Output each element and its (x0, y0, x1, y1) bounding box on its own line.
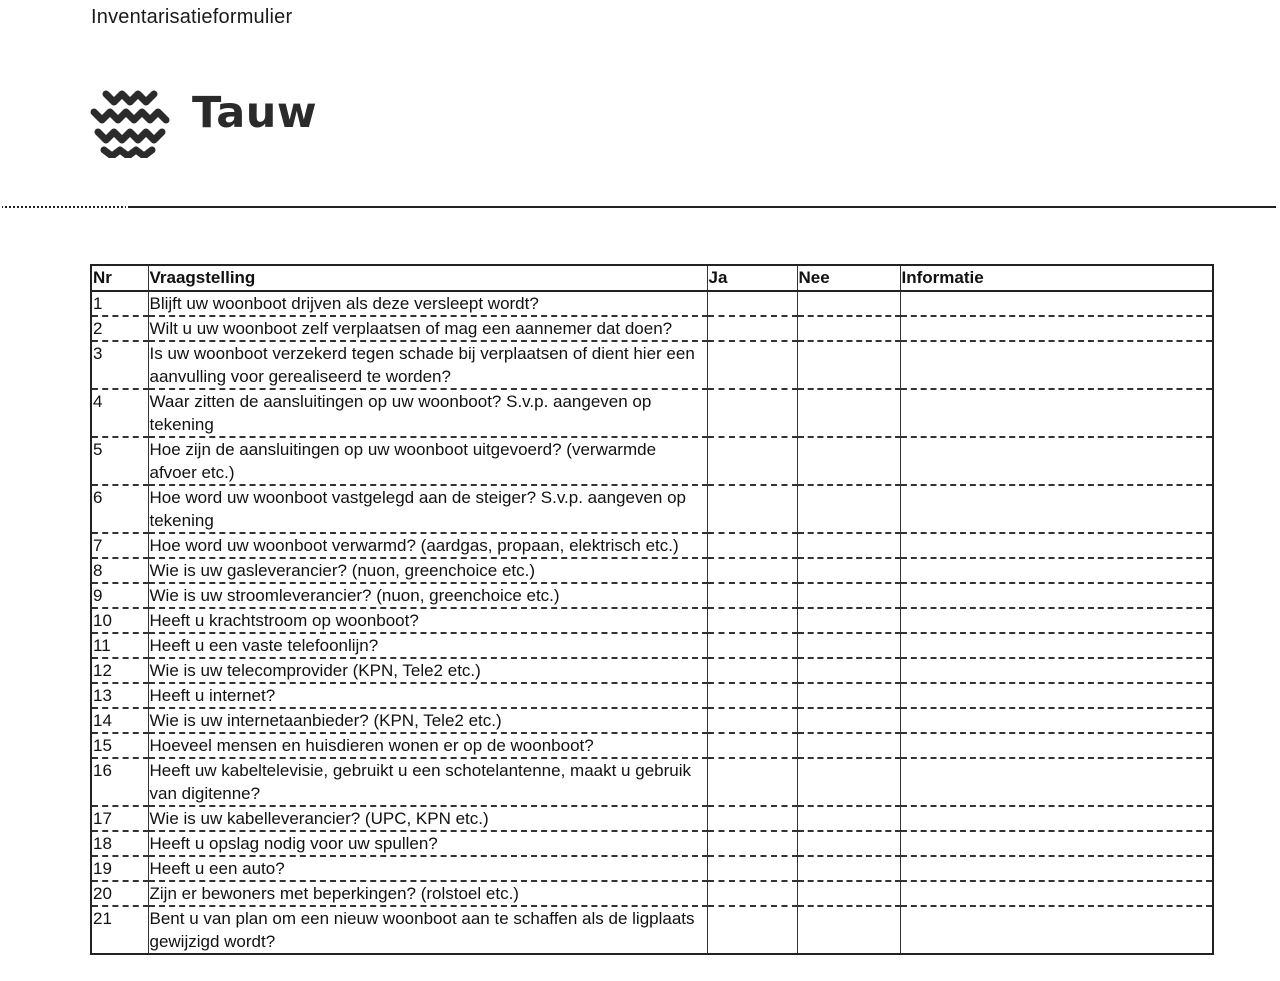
row-number: 4 (91, 389, 148, 437)
question-text: Wilt u uw woonboot zelf verplaatsen of mag een aannemer dat doen? (148, 316, 707, 341)
question-text: Wie is uw stroomleverancier? (nuon, greenchoice etc.) (148, 583, 707, 608)
answer-ja-cell[interactable] (707, 485, 797, 533)
answer-ja-cell[interactable] (707, 881, 797, 906)
question-text: Blijft uw woonboot drijven als deze versleept wordt? (148, 291, 707, 316)
question-text: Heeft u een vaste telefoonlijn? (148, 633, 707, 658)
question-text: Hoeveel mensen en huisdieren wonen er op de woonboot? (148, 733, 707, 758)
answer-ja-cell[interactable] (707, 708, 797, 733)
information-cell[interactable] (900, 906, 1213, 954)
row-number: 10 (91, 608, 148, 633)
question-text: Wie is uw gasleverancier? (nuon, greenchoice etc.) (148, 558, 707, 583)
answer-ja-cell[interactable] (707, 316, 797, 341)
table-row (91, 633, 1213, 658)
answer-nee-cell[interactable] (797, 533, 900, 558)
table-row (91, 856, 1213, 881)
table-row (91, 831, 1213, 856)
question-text: Wie is uw telecomprovider (KPN, Tele2 etc.) (148, 658, 707, 683)
answer-ja-cell[interactable] (707, 389, 797, 437)
answer-nee-cell[interactable] (797, 389, 900, 437)
header-divider (0, 206, 1276, 208)
table-row (91, 316, 1213, 341)
table-row (91, 608, 1213, 633)
table-row (91, 533, 1213, 558)
answer-nee-cell[interactable] (797, 341, 900, 389)
row-number: 2 (91, 316, 148, 341)
answer-ja-cell[interactable] (707, 291, 797, 316)
column-header-informatie: Informatie (900, 265, 1213, 291)
answer-ja-cell[interactable] (707, 856, 797, 881)
row-number: 19 (91, 856, 148, 881)
answer-ja-cell[interactable] (707, 758, 797, 806)
information-cell[interactable] (900, 389, 1213, 437)
answer-nee-cell[interactable] (797, 708, 900, 733)
question-text: Zijn er bewoners met beperkingen? (rolstoel etc.) (148, 881, 707, 906)
column-header-vraagstelling: Vraagstelling (148, 265, 707, 291)
question-text: Hoe zijn de aansluitingen op uw woonboot uitgevoerd? (verwarmde afvoer etc.) (148, 437, 707, 485)
information-cell[interactable] (900, 806, 1213, 831)
answer-ja-cell[interactable] (707, 831, 797, 856)
question-text: Hoe word uw woonboot vastgelegd aan de steiger? S.v.p. aangeven op tekening (148, 485, 707, 533)
table-row (91, 558, 1213, 583)
table-row (91, 658, 1213, 683)
row-number: 18 (91, 831, 148, 856)
answer-nee-cell[interactable] (797, 806, 900, 831)
question-text: Heeft u een auto? (148, 856, 707, 881)
information-cell[interactable] (900, 485, 1213, 533)
row-number: 8 (91, 558, 148, 583)
answer-nee-cell[interactable] (797, 633, 900, 658)
row-number: 15 (91, 733, 148, 758)
information-cell[interactable] (900, 316, 1213, 341)
answer-ja-cell[interactable] (707, 583, 797, 608)
answer-ja-cell[interactable] (707, 806, 797, 831)
answer-nee-cell[interactable] (797, 758, 900, 806)
answer-nee-cell[interactable] (797, 733, 900, 758)
answer-nee-cell[interactable] (797, 683, 900, 708)
table-row (91, 341, 1213, 389)
question-text: Wie is uw kabelleverancier? (UPC, KPN etc.) (148, 806, 707, 831)
information-cell[interactable] (900, 733, 1213, 758)
answer-nee-cell[interactable] (797, 316, 900, 341)
answer-ja-cell[interactable] (707, 437, 797, 485)
information-cell[interactable] (900, 533, 1213, 558)
row-number: 11 (91, 633, 148, 658)
answer-nee-cell[interactable] (797, 658, 900, 683)
answer-ja-cell[interactable] (707, 341, 797, 389)
table-row (91, 708, 1213, 733)
question-text: Hoe word uw woonboot verwarmd? (aardgas, propaan, elektrisch etc.) (148, 533, 707, 558)
table-row (91, 291, 1213, 316)
answer-nee-cell[interactable] (797, 881, 900, 906)
information-cell[interactable] (900, 291, 1213, 316)
answer-nee-cell[interactable] (797, 437, 900, 485)
answer-nee-cell[interactable] (797, 583, 900, 608)
table-row (91, 389, 1213, 437)
information-cell[interactable] (900, 758, 1213, 806)
row-number: 7 (91, 533, 148, 558)
table-row (91, 906, 1213, 954)
table-row (91, 733, 1213, 758)
question-text: Heeft uw kabeltelevisie, gebruikt u een schotelantenne, maakt u gebruik van digitenne? (148, 758, 707, 806)
table-row (91, 758, 1213, 806)
table-row (91, 683, 1213, 708)
table-row (91, 806, 1213, 831)
answer-nee-cell[interactable] (797, 485, 900, 533)
answer-nee-cell[interactable] (797, 558, 900, 583)
information-cell[interactable] (900, 658, 1213, 683)
information-cell[interactable] (900, 683, 1213, 708)
answer-nee-cell[interactable] (797, 856, 900, 881)
answer-ja-cell[interactable] (707, 733, 797, 758)
row-number: 12 (91, 658, 148, 683)
row-number: 6 (91, 485, 148, 533)
table-row (91, 583, 1213, 608)
row-number: 17 (91, 806, 148, 831)
row-number: 20 (91, 881, 148, 906)
row-number: 21 (91, 906, 148, 954)
information-cell[interactable] (900, 831, 1213, 856)
question-text: Heeft u opslag nodig voor uw spullen? (148, 831, 707, 856)
row-number: 1 (91, 291, 148, 316)
answer-nee-cell[interactable] (797, 291, 900, 316)
row-number: 16 (91, 758, 148, 806)
answer-ja-cell[interactable] (707, 533, 797, 558)
question-text: Wie is uw internetaanbieder? (KPN, Tele2 etc.) (148, 708, 707, 733)
brand-name: Tauw (192, 88, 318, 138)
question-text: Waar zitten de aansluitingen op uw woonboot? S.v.p. aangeven op tekening (148, 389, 707, 437)
question-text: Heeft u krachtstroom op woonboot? (148, 608, 707, 633)
column-header-ja: Ja (707, 265, 797, 291)
header-divider-dotted-segment (0, 206, 128, 208)
column-header-nr: Nr (91, 265, 148, 291)
answer-ja-cell[interactable] (707, 558, 797, 583)
row-number: 9 (91, 583, 148, 608)
table-row (91, 437, 1213, 485)
brand-logo (90, 88, 330, 158)
information-cell[interactable] (900, 341, 1213, 389)
information-cell[interactable] (900, 558, 1213, 583)
form-title: Inventarisatieformulier (91, 6, 293, 28)
information-cell[interactable] (900, 608, 1213, 633)
table-row (91, 881, 1213, 906)
answer-ja-cell[interactable] (707, 906, 797, 954)
question-text: Is uw woonboot verzekerd tegen schade bij verplaatsen of dient hier een aanvulling voor gerealiseerd te worden? (148, 341, 707, 389)
information-cell[interactable] (900, 633, 1213, 658)
row-number: 5 (91, 437, 148, 485)
inventory-table (90, 264, 1214, 955)
information-cell[interactable] (900, 437, 1213, 485)
row-number: 14 (91, 708, 148, 733)
tauw-wave-logo-icon (90, 88, 170, 158)
answer-ja-cell[interactable] (707, 683, 797, 708)
answer-nee-cell[interactable] (797, 906, 900, 954)
answer-nee-cell[interactable] (797, 608, 900, 633)
question-text: Bent u van plan om een nieuw woonboot aan te schaffen als de ligplaats gewijzigd wordt? (148, 906, 707, 954)
row-number: 3 (91, 341, 148, 389)
answer-ja-cell[interactable] (707, 608, 797, 633)
answer-ja-cell[interactable] (707, 633, 797, 658)
information-cell[interactable] (900, 708, 1213, 733)
question-text: Heeft u internet? (148, 683, 707, 708)
table-header-row (91, 265, 1213, 291)
column-header-nee: Nee (797, 265, 900, 291)
information-cell[interactable] (900, 856, 1213, 881)
table-row (91, 485, 1213, 533)
information-cell[interactable] (900, 583, 1213, 608)
answer-nee-cell[interactable] (797, 831, 900, 856)
information-cell[interactable] (900, 881, 1213, 906)
row-number: 13 (91, 683, 148, 708)
answer-ja-cell[interactable] (707, 658, 797, 683)
